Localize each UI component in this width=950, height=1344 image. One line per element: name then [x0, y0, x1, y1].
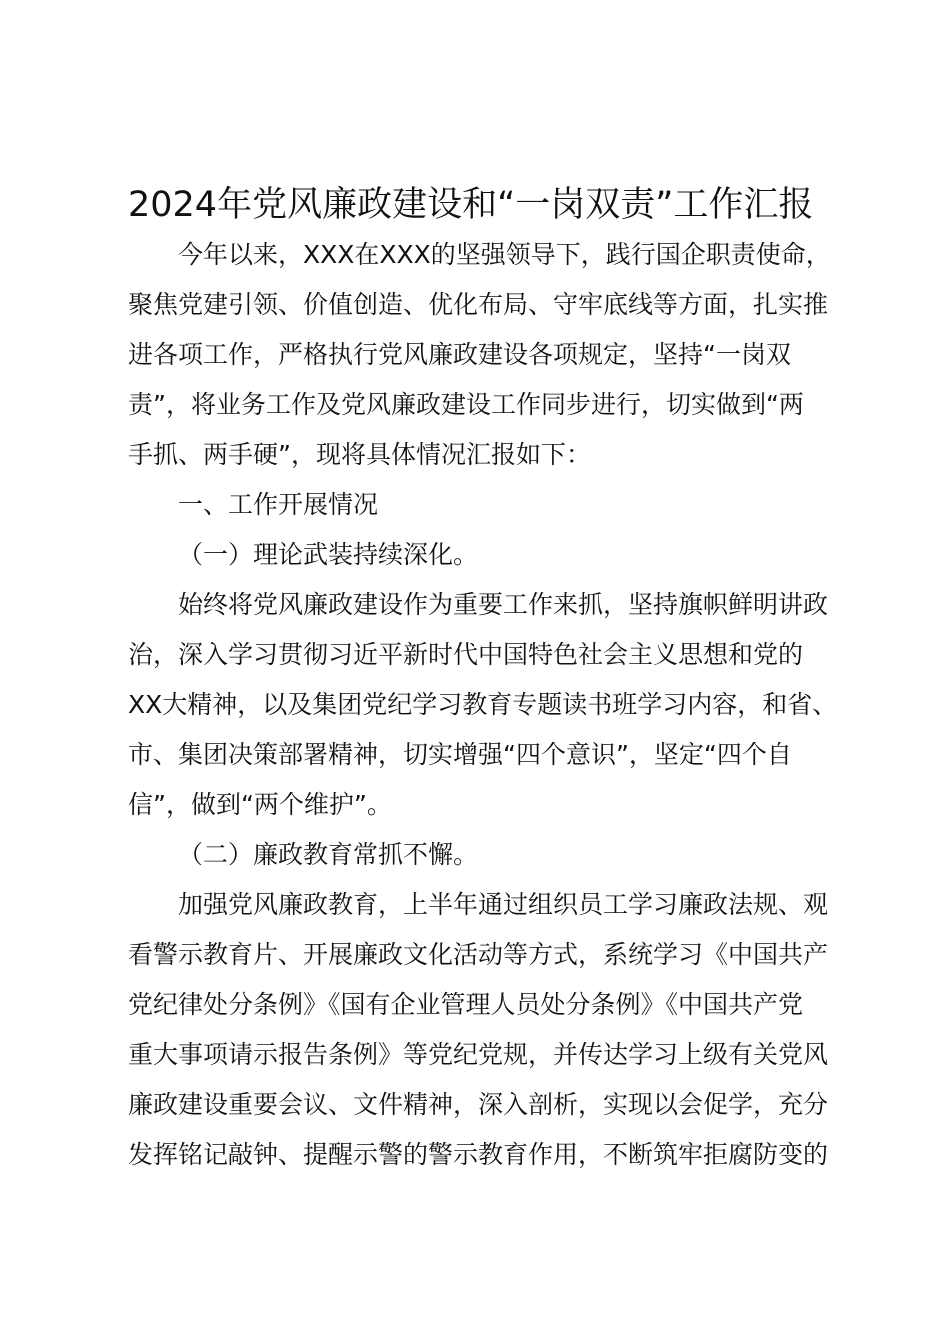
sub2-line: 看警示教育片、开展廉政文化活动等方式，系统学习《中国共产: [128, 940, 829, 969]
sub1-line: 市、集团决策部署精神，切实增强“四个意识”，坚定“四个自: [128, 740, 792, 769]
sub2-line: 党纪律处分条例》《国有企业管理人员处分条例》《中国共产党: [128, 990, 804, 1019]
sub1-line: 治，深入学习贯彻习近平新时代中国特色社会主义思想和党的: [128, 640, 804, 669]
sub1-line: 信”，做到“两个维护”。: [128, 790, 392, 819]
sub2-paragraph: [128, 880, 844, 1180]
section-heading: [128, 480, 844, 530]
sub1-heading: （一）理论武装持续深化。: [178, 540, 479, 569]
intro-line: 手抓、两手硬”，现将具体情况汇报如下：: [128, 440, 591, 469]
document-title: 2024年党风廉政建设和“一岗双责”工作汇报: [128, 185, 814, 225]
intro-line: 责”，将业务工作及党风廉政建设工作同步进行，切实做到“两: [128, 390, 804, 419]
sub1-paragraph: [128, 580, 844, 830]
sub2-line: 加强党风廉政教育，上半年通过组织员工学习廉政法规、观: [178, 890, 829, 919]
intro-paragraph: [128, 230, 844, 480]
sub1-line: XX大精神，以及集团党纪学习教育专题读书班学习内容，和省、: [128, 690, 838, 719]
subsection-heading: [128, 530, 844, 580]
sub2-line: 重大事项请示报告条例》等党纪党规，并传达学习上级有关党风: [128, 1040, 829, 1069]
intro-line: 今年以来，XXX在XXX的坚强领导下，践行国企职责使命，: [178, 240, 831, 269]
subsection-heading: [128, 830, 844, 880]
sub2-heading: （二）廉政教育常抓不懈。: [178, 840, 479, 869]
intro-line: 聚焦党建引领、价值创造、优化布局、守牢底线等方面，扎实推: [128, 290, 829, 319]
intro-line: 进各项工作，严格执行党风廉政建设各项规定，坚持“一岗双: [128, 340, 791, 369]
sub1-line: 始终将党风廉政建设作为重要工作来抓，坚持旗帜鲜明讲政: [178, 590, 829, 619]
section1-heading: 一、工作开展情况: [178, 490, 379, 519]
sub2-line: 廉政建设重要会议、文件精神，深入剖析，实现以会促学，充分: [128, 1090, 829, 1119]
sub2-line: 发挥铭记敲钟、提醒示警的警示教育作用，不断筑牢拒腐防变的: [128, 1140, 829, 1169]
